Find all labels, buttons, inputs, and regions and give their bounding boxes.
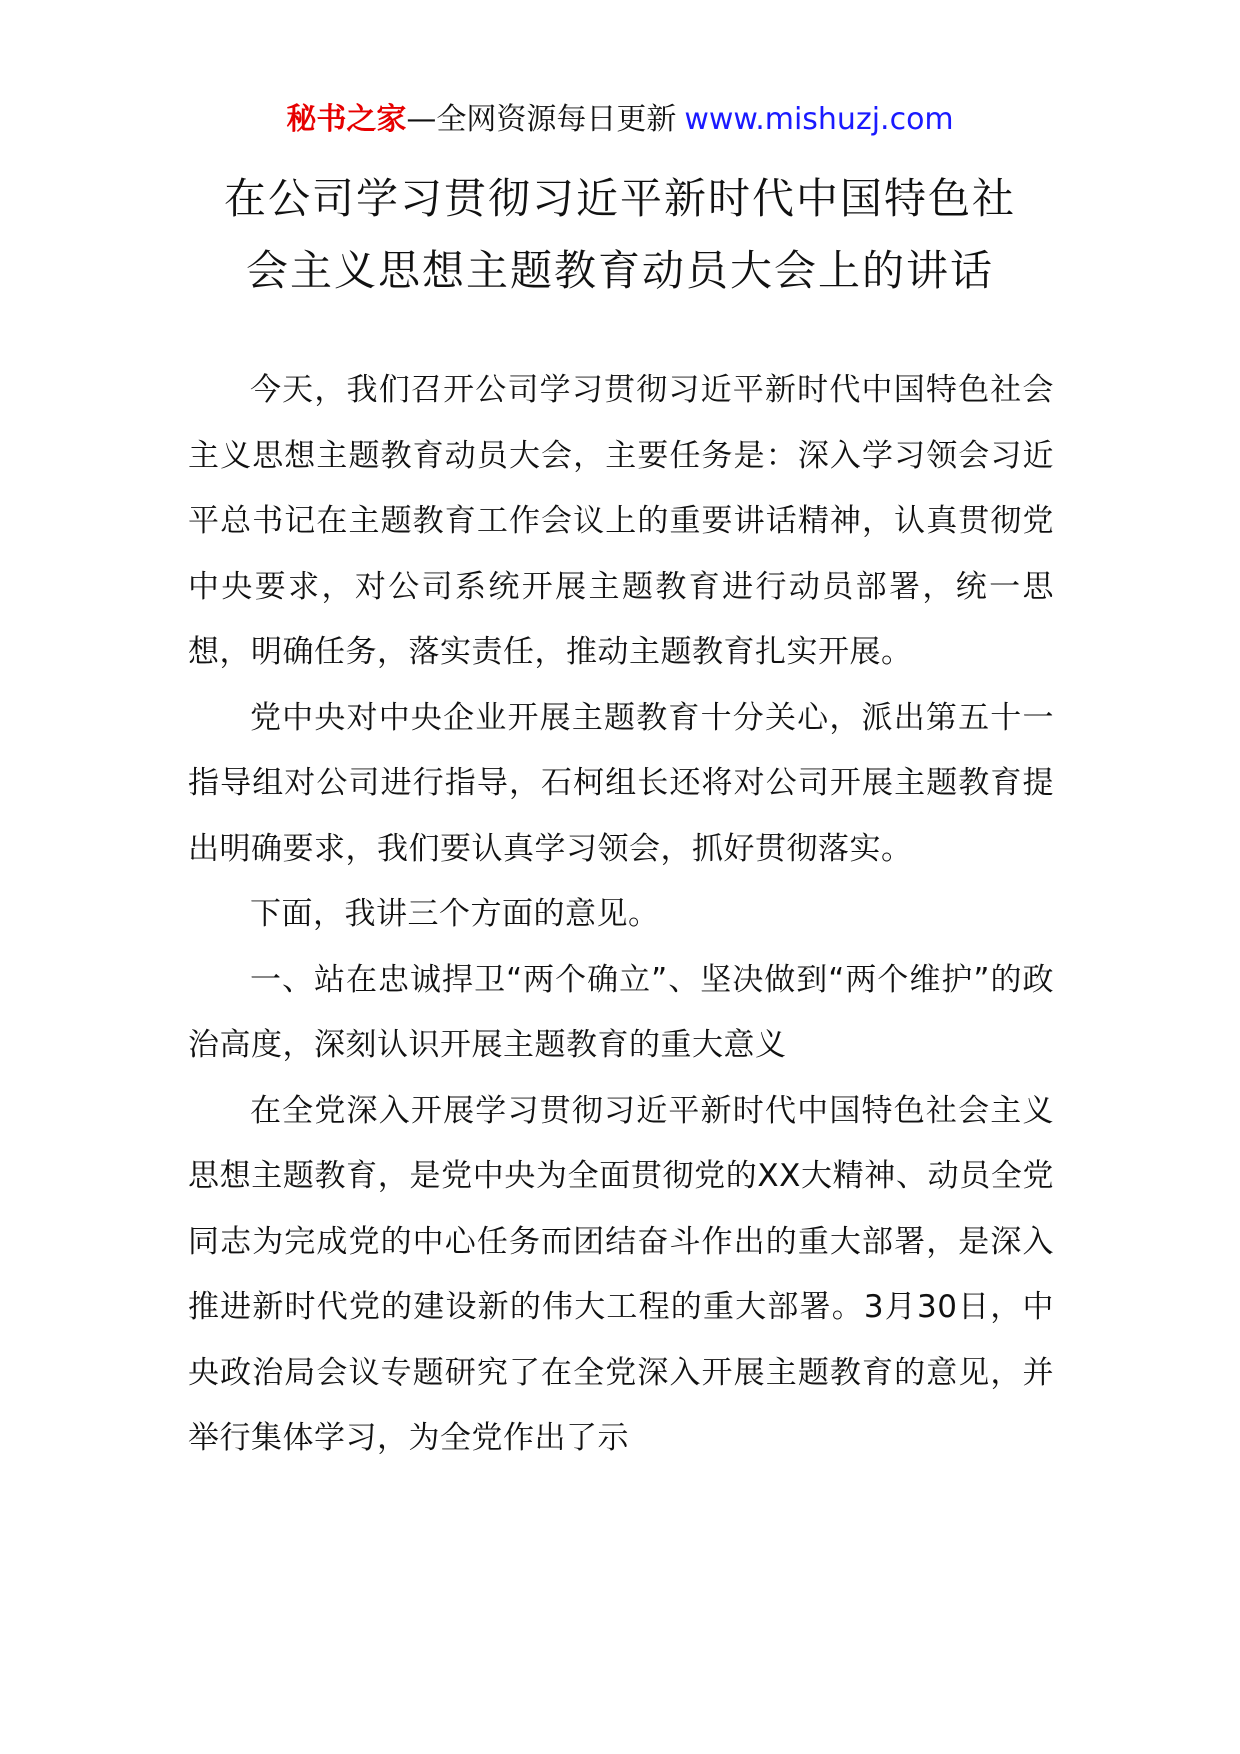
paragraph-guidance: 党中央对中央企业开展主题教育十分关心，派出第五十一指导组对公司进行指导，石柯组长还将对公司开展主题教育提出明确要求，我们要认真学习领会，抓好贯彻落实。 [188, 699, 1054, 867]
document-title [180, 163, 1060, 307]
document-body [188, 358, 1054, 1472]
header-tagline: —全网资源每日更新 [406, 102, 677, 137]
title-line-2: 会主义思想主题教育动员大会上的讲话 [245, 246, 994, 295]
paragraph-significance: 在全党深入开展学习贯彻习近平新时代中国特色社会主义思想主题教育，是党中央为全面贯彻党的XX大精神、动员全党同志为完成党的中心任务而团结奋斗作出的重大部署，是深入推进新时代党的建设新的伟大工程的重大部署。3月30日，中央政治局会议专题研究了在全党深入开展主题教育的意见，并举行集体学习，为全党作出了示 [188, 1092, 1054, 1456]
site-header [0, 100, 1240, 140]
paragraph-outline: 下面，我讲三个方面的意见。 [250, 896, 660, 932]
brand-name: 秘书之家 [286, 102, 407, 137]
section-heading-1: 一、站在忠诚捍卫“两个确立”、坚决做到“两个维护”的政治高度，深刻认识开展主题教育的重大意义 [188, 961, 1054, 1063]
title-line-1: 在公司学习贯彻习近平新时代中国特色社 [223, 174, 1016, 223]
paragraph-intro: 今天，我们召开公司学习贯彻习近平新时代中国特色社会主义思想主题教育动员大会，主要任务是：深入学习领会习近平总书记在主题教育工作会议上的重要讲话精神，认真贯彻党中央要求，对公司系统开展主题教育进行动员部署，统一思想，明确任务，落实责任，推动主题教育扎实开展。 [188, 372, 1054, 670]
site-url-link[interactable]: www.mishuzj.com [684, 102, 954, 137]
